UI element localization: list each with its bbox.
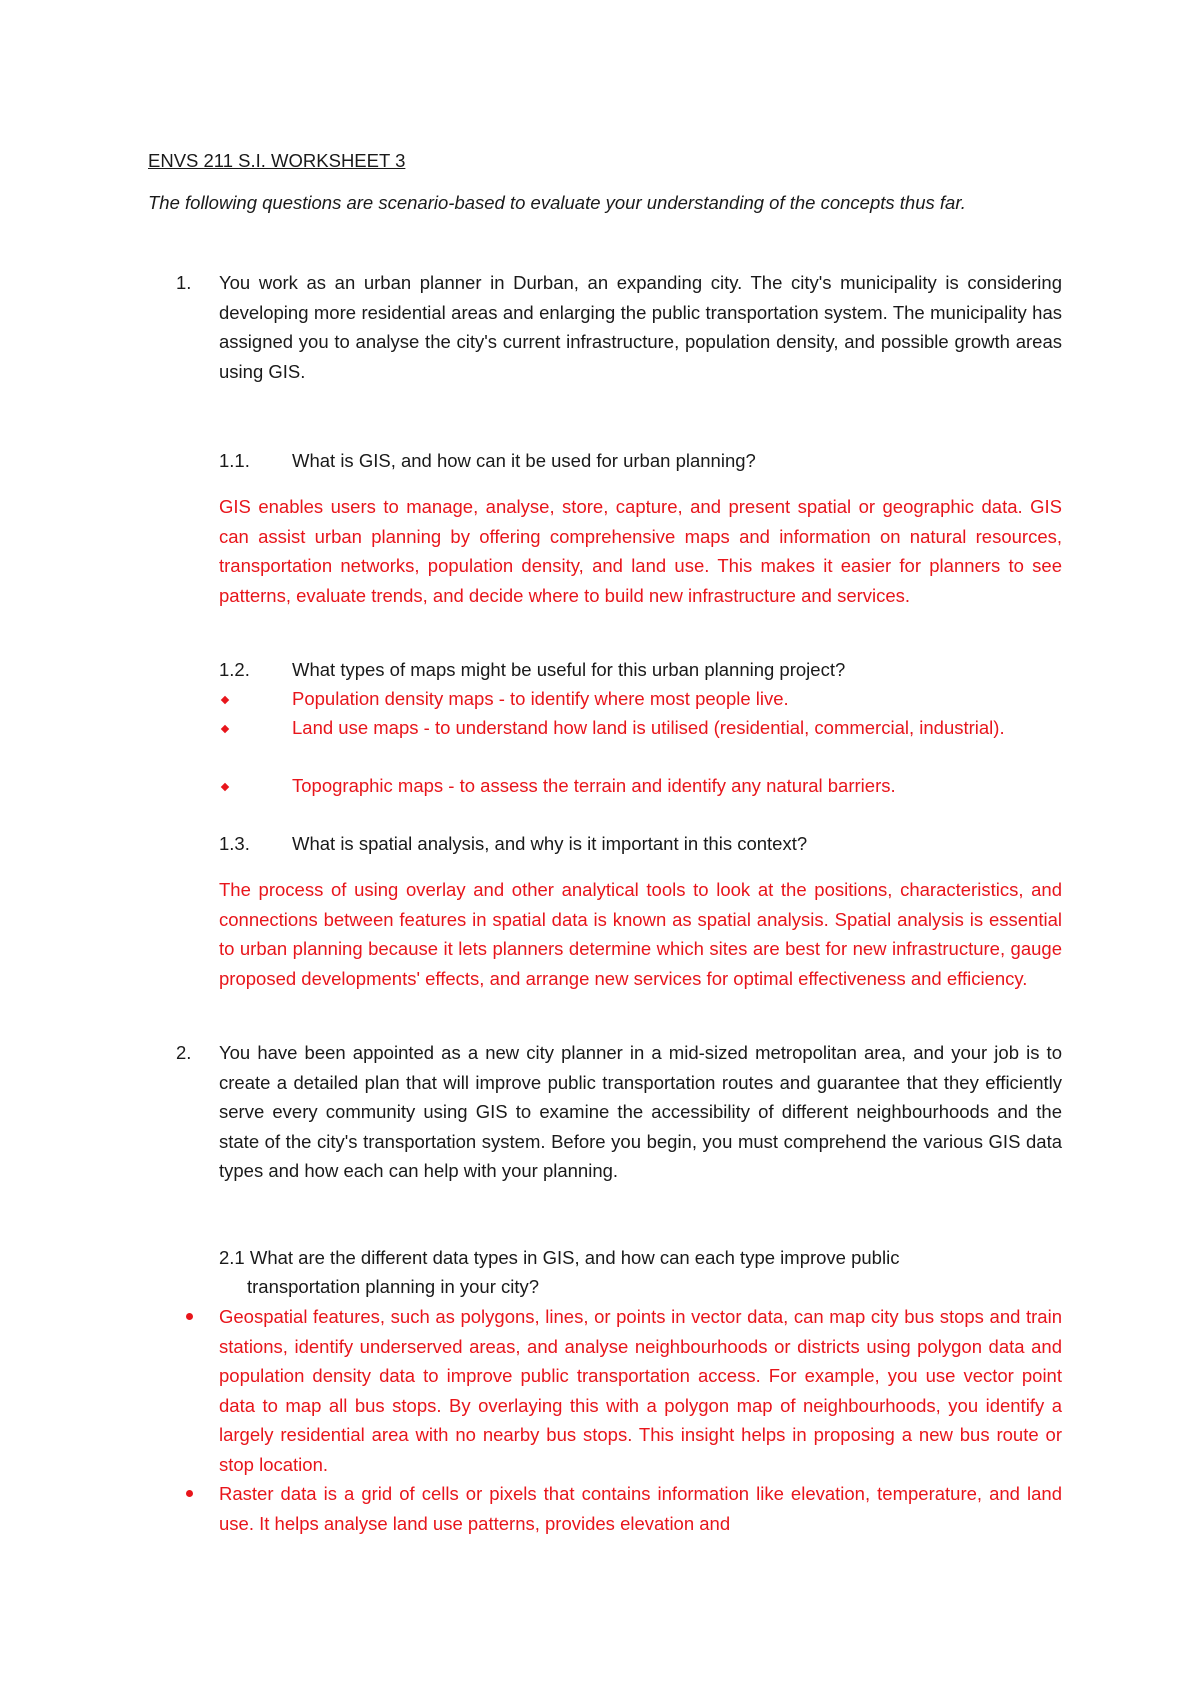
- q2-1-bullet-1: Geospatial features, such as polygons, lines, or points in vector data, can map city bus stops and train stations, identify underserved areas, and analyse neighbourhoods or districts using polygon data and population density data to improve public transportation access. For example, you use vector point data to map all bus stops. By overlaying this with a polygon map of neighbourhoods, you identify a largely residential area with no nearby bus stops. This insight helps in proposing a new bus route or stop location.: [219, 1306, 1062, 1475]
- q2-text: You have been appointed as a new city planner in a mid-sized metropolitan area, and your job is to create a detailed plan that will improve public transportation routes and guarantee that they efficiently serve every community using GIS to examine the accessibility of different neighbourhoods and the state of the city's transportation system. Before you begin, you must comprehend the various GIS data types and how each can help with your planning.: [219, 1042, 1062, 1181]
- q1-1-number: 1.1.: [219, 450, 250, 471]
- bullet-dot-icon: [186, 1490, 193, 1497]
- bullet-diamond-icon: [221, 783, 229, 791]
- q1-3-question: What is spatial analysis, and why is it important in this context?: [292, 833, 808, 854]
- q2-1-question-line2: transportation planning in your city?: [247, 1276, 540, 1297]
- q2-1-bullet-2: Raster data is a grid of cells or pixels that contains information like elevation, temperature, and land use. It helps analyse land use patterns, provides elevation and: [219, 1483, 1062, 1534]
- bullet-dot-icon: [186, 1313, 193, 1320]
- intro-text: The following questions are scenario-based to evaluate your understanding of the concepts thus far.: [148, 192, 966, 213]
- bullet-diamond-icon: [221, 696, 229, 704]
- q1-3-answer: The process of using overlay and other analytical tools to look at the positions, characteristics, and connections between features in spatial data is known as spatial analysis. Spatial analysis is essential to urban planning because it lets planners determine which sites are best for new infrastructure, gauge proposed developments' effects, and arrange new services for optimal effectiveness and efficiency.: [219, 879, 1062, 989]
- q1-2-bullet-2: Land use maps - to understand how land is utilised (residential, commercial, industrial).: [292, 717, 1005, 738]
- document-title: ENVS 211 S.I. WORKSHEET 3: [148, 150, 406, 171]
- q1-2-bullet-3: Topographic maps - to assess the terrain and identify any natural barriers.: [292, 775, 896, 796]
- q1-1-answer: GIS enables users to manage, analyse, store, capture, and present spatial or geographic data. GIS can assist urban planning by offering comprehensive maps and information on natural resources, transportation networks, population density, and land use. This makes it easier for planners to see patterns, evaluate trends, and decide where to build new infrastructure and services.: [219, 496, 1062, 606]
- q1-1-question: What is GIS, and how can it be used for urban planning?: [292, 450, 756, 471]
- q1-3-number: 1.3.: [219, 833, 250, 854]
- q2-number: 2.: [176, 1042, 192, 1063]
- q2-1-question-line1: 2.1 What are the different data types in GIS, and how can each type improve public: [219, 1247, 900, 1268]
- q1-text: You work as an urban planner in Durban, an expanding city. The city's municipality is considering developing more residential areas and enlarging the public transportation system. The municipality has assigned you to analyse the city's current infrastructure, population density, and possible growth areas using GIS.: [219, 272, 1062, 382]
- q1-2-question: What types of maps might be useful for this urban planning project?: [292, 659, 846, 680]
- q1-2-number: 1.2.: [219, 659, 250, 680]
- q1-number: 1.: [176, 272, 192, 293]
- q1-2-bullet-1: Population density maps - to identify where most people live.: [292, 688, 789, 709]
